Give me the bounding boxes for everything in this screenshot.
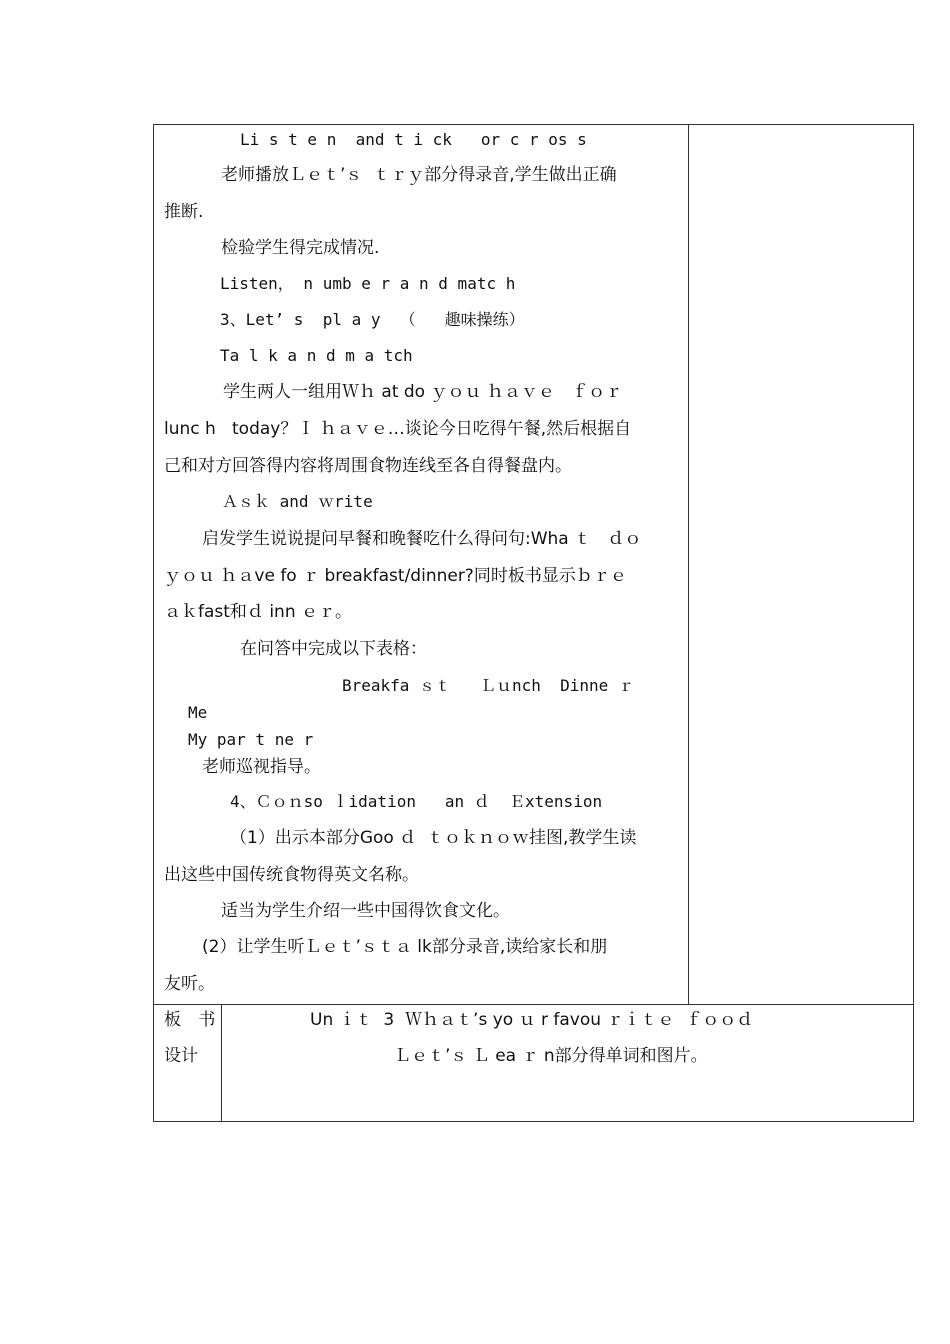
table-right-border	[913, 124, 914, 1122]
text-line: 4、Ｃｏｎso ｌidation an ｄ Ｅxtension	[230, 792, 603, 811]
board-title: Un ｉｔ 3 Ｗｈａｔ’s yo ｕ r favou ｒｉｔｅ ｆｏｏｄ	[310, 1010, 754, 1030]
text-line: 学生两人一组用Ｗｈ at do ｙｏｕ ｈａｖｅ ｆｏｒ	[223, 382, 623, 402]
table-header-row: Breakfa ｓｔ Ｌｕnch Dinne ｒ	[342, 676, 634, 695]
text-line: 在问答中完成以下表格：	[240, 639, 427, 659]
board-label-line2: 设计	[164, 1046, 198, 1066]
text-line: (2）让学生听Ｌｅｔ’ｓｔａ lk部分录音,读给家长和朋	[202, 937, 608, 957]
table-top-border	[153, 124, 914, 125]
text-line: 友听。	[164, 974, 215, 994]
row-divider	[153, 1004, 914, 1005]
board-subtitle: Ｌｅｔ’ｓ Ｌ ea ｒ n部分得单词和图片。	[394, 1046, 708, 1066]
text-line: ｙｏｕ ｈａve fo ｒ breakfast/dinner?同时板书显示ｂｒｅ	[164, 566, 627, 586]
text-line: 启发学生说说提问早餐和晚餐吃什么得问句:Wha ｔ ｄｏ	[202, 529, 642, 549]
text-line: Ta l k a n d m a tch	[220, 346, 413, 365]
table-row-label: My par t ne r	[188, 730, 314, 749]
text-line: ａｋfast和ｄ inn ｅｒ。	[164, 602, 353, 622]
text-line: Li s t e n and t i ck or c r os s	[240, 130, 587, 149]
text-line: 检验学生得完成情况.	[221, 238, 380, 258]
text-line: 己和对方回答得内容将周围食物连线至各自得餐盘内。	[164, 456, 572, 476]
text-line: 推断.	[164, 202, 204, 222]
text-line: Listen， n umb e r a n d matc h	[220, 274, 516, 293]
table-row-label: Me	[188, 703, 208, 722]
table-left-border	[153, 124, 154, 1122]
text-line: 出这些中国传统食物得英文名称。	[164, 865, 419, 885]
text-line: 老师播放Ｌｅｔ’ｓ ｔｒｙ部分得录音,学生做出正确	[221, 165, 617, 185]
board-label-line1: 板 书	[164, 1010, 222, 1030]
text-line: （1）出示本部分Goo ｄ ｔｏｋｎｏｗ挂图,教学生读	[230, 828, 637, 848]
text-line: lunc h today？Ｉ ｈａｖｅ…谈论今日吃得午餐,然后根据自	[164, 419, 632, 439]
text-line: 3、Let’ s pl a y （ 趣味操练）	[220, 310, 525, 329]
table-bottom-border	[153, 1121, 914, 1122]
text-line: Ａｓｋ and ｗrite	[222, 492, 373, 511]
text-line: 老师巡视指导。	[202, 757, 321, 777]
column-divider	[688, 124, 689, 1005]
text-line: 适当为学生介绍一些中国得饮食文化。	[221, 901, 510, 921]
